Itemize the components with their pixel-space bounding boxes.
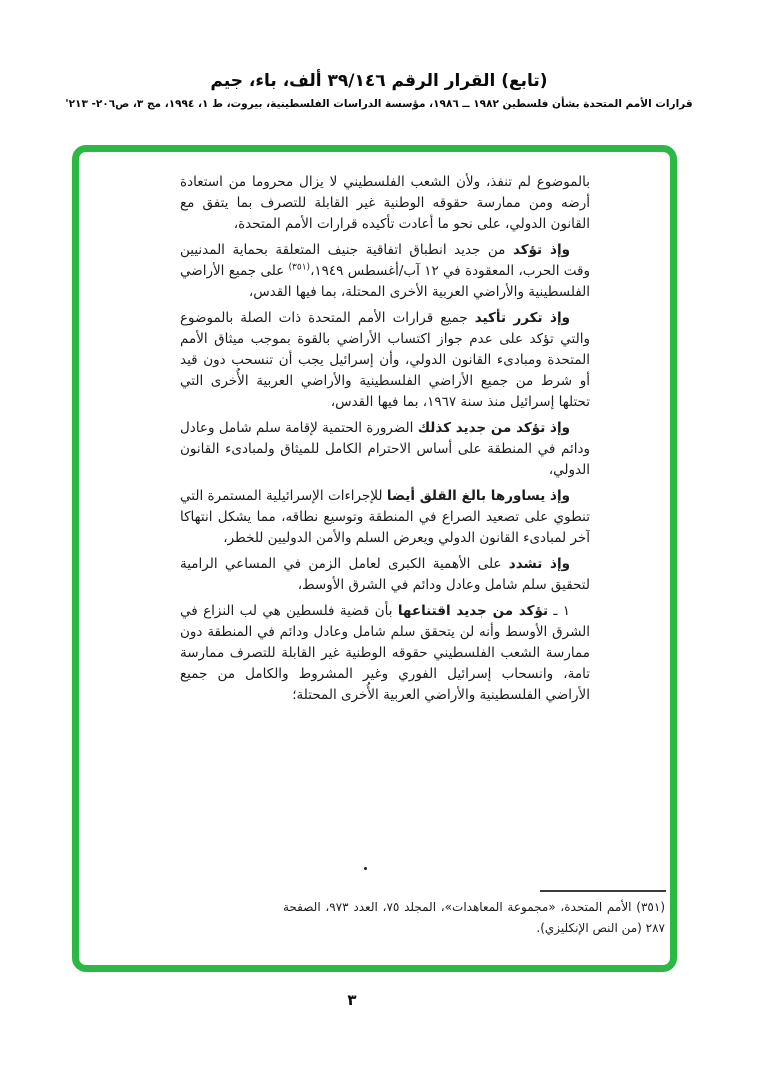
resolution-text <box>180 172 590 711</box>
paragraph-lead: وإذ تكرر تأكيد <box>474 310 570 326</box>
paragraph-number: ١ ـ <box>548 603 570 619</box>
paragraph-text: الضرورة الحتمية لإقامة سلم شامل وعادل ودائم في المنطقة على أساس الاحترام الكامل للميثاق ولمبادىء القانون الدولي، <box>180 420 590 478</box>
paragraph <box>180 308 590 413</box>
footnote-separator <box>540 890 666 892</box>
paragraph <box>180 486 590 549</box>
paragraph-text: للإجراءات الإسرائيلية المستمرة التي تنطوي على تصعيد الصراع في المنطقة وتوسيع نطاقه، مما يشكل انتهاكا آخر لمبادىء القانون الدولي ويعرض السلم والأمن الدوليين للخطر، <box>180 488 590 546</box>
page-subtitle: قرارات الأمم المتحدة بشأن فلسطين ١٩٨٢ ــ ١٩٨٦، مؤسسة الدراسات الفلسطينية، بيروت، ط ١، ١٩٩٤، مج ٣، ص٢٠٦- ٢١٣' <box>65 98 693 110</box>
paragraph-lead: تؤكد من جديد اقتناعها <box>397 603 549 619</box>
paragraph <box>180 554 590 596</box>
page-title: (تابع) القرار الرقم ٣٩/١٤٦ ألف، باء، جيم <box>210 71 548 91</box>
paragraph-text: على الأهمية الكبرى لعامل الزمن في المساعي الرامية لتحقيق سلم شامل وعادل ودائم في الشرق الأوسط، <box>180 556 590 593</box>
footnote-ref: (٣٥١) <box>288 262 311 273</box>
paragraph <box>180 172 590 235</box>
paragraph <box>180 240 590 303</box>
page-number: ٣ <box>347 991 357 1009</box>
page-header <box>0 70 758 111</box>
paragraph-text: بأن قضية فلسطين هي لب النزاع في الشرق الأوسط وأنه لن يتحقق سلم شامل وعادل ودائم في المنطقة دون ممارسة الشعب الفلسطيني حقوقه الوطنية غير القابلة للتصرف ممارسة تامة، وانسحاب إسرائيل الفوري وغير المشروط والكامل من جميع الأراضي الفلسطينية والأراضي العربية الأُخرى المحتلة؛ <box>180 603 590 703</box>
paragraph <box>180 601 590 706</box>
stray-dot <box>364 867 367 870</box>
paragraph-text: جميع قرارات الأمم المتحدة ذات الصلة بالموضوع والتي تؤكد على عدم جواز اكتساب الأراضي بالقوة بموجب ميثاق الأمم المتحدة ومبادىء القانون الدولي، وأن إسرائيل يجب أن تنسحب دون قيد أو شرط من جميع الأراضي الفلسطينية والأراضي العربية الأُخرى التي تحتلها إسرائيل منذ سنة ١٩٦٧، بما فيها القدس، <box>180 310 590 410</box>
paragraph-text: من جديد انطباق اتفاقية جنيف المتعلقة بحماية المدنيين وقت الحرب، المعقودة في ١٢ آب/أغسطس ١٩٤٩، <box>180 242 590 279</box>
paragraph-lead: وإذ تشدد <box>508 556 570 572</box>
paragraph-lead: وإذ تؤكد <box>512 242 570 258</box>
paragraph-text: بالموضوع لم تنفذ، ولأن الشعب الفلسطيني لا يزال محروما من استعادة أرضه ومن ممارسة حقوقه الوطنية غير القابلة للتصرف بما يتفق مع القانون الدولي، على نحو ما أعادت تأكيده قرارات الأمم المتحدة، <box>180 174 590 232</box>
footnote <box>283 897 665 939</box>
paragraph-text: على جميع الأراضي الفلسطينية والأراضي العربية الأخرى المحتلة، بما فيها القدس، <box>180 263 590 300</box>
paragraph-lead: وإذ تؤكد من جديد كذلك <box>417 420 570 436</box>
paragraph <box>180 418 590 481</box>
paragraph-lead: وإذ يساورها بالغ القلق أيضا <box>386 488 570 504</box>
footnote-text: (٣٥١) الأمم المتحدة، «مجموعة المعاهدات»، المجلد ٧٥، العدد ٩٧٣، الصفحة ٢٨٧ (من النص الإنكليزي). <box>283 900 665 935</box>
